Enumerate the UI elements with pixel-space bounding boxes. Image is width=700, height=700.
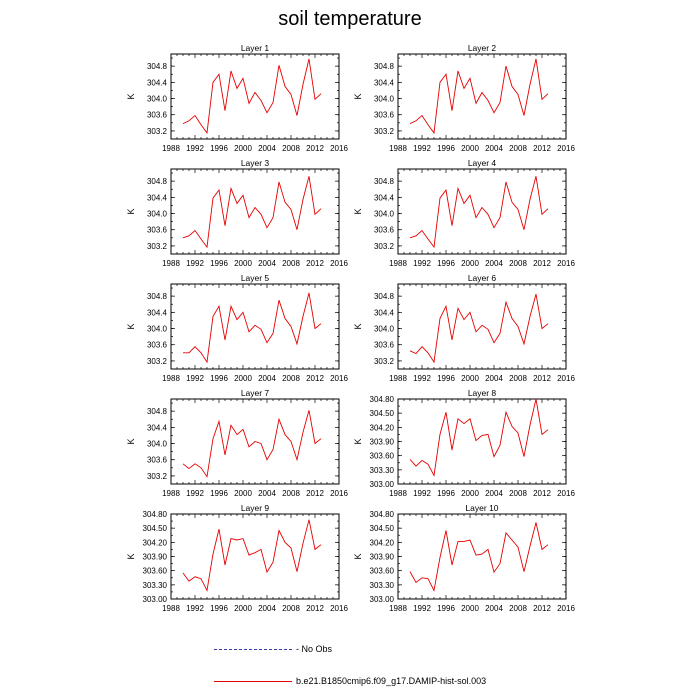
- y-tick-label: 303.00: [369, 480, 394, 489]
- y-axis-label: K: [126, 93, 136, 100]
- y-tick-label: 304.4: [373, 308, 394, 318]
- y-tick-label: 304.4: [146, 423, 167, 433]
- x-tick-label: 2000: [234, 144, 252, 153]
- y-tick-label: 303.60: [369, 566, 394, 576]
- x-tick-label: 1992: [186, 489, 204, 498]
- x-tick-label: 2012: [533, 144, 551, 153]
- series-line: [410, 59, 548, 133]
- y-tick-label: 304.8: [146, 292, 167, 302]
- x-tick-label: 2000: [461, 374, 479, 383]
- x-tick-label: 1992: [413, 144, 431, 153]
- series-line: [410, 176, 548, 247]
- x-tick-label: 2000: [234, 374, 252, 383]
- plot-frame: [398, 399, 566, 484]
- x-tick-label: 1996: [210, 374, 228, 383]
- x-tick-label: 1988: [162, 374, 180, 383]
- x-tick-label: 2012: [306, 259, 324, 268]
- x-tick-label: 2000: [234, 259, 252, 268]
- x-tick-label: 1996: [437, 374, 455, 383]
- y-tick-label: 304.8: [146, 407, 167, 417]
- x-tick-label: 1992: [186, 259, 204, 268]
- y-tick-label: 303.2: [373, 241, 394, 251]
- x-tick-label: 1988: [162, 489, 180, 498]
- y-tick-label: 303.6: [146, 455, 167, 465]
- x-tick-label: 1996: [210, 604, 228, 613]
- x-tick-label: 2000: [461, 259, 479, 268]
- y-axis-label: K: [126, 208, 136, 215]
- y-tick-label: 303.2: [146, 356, 167, 366]
- x-tick-label: 2016: [557, 604, 575, 613]
- chart-panel-4: [353, 158, 575, 268]
- x-tick-label: 1996: [210, 489, 228, 498]
- x-tick-label: 2008: [509, 144, 527, 153]
- series-line: [183, 410, 321, 476]
- y-tick-label: 304.8: [146, 62, 167, 72]
- x-tick-label: 2004: [485, 604, 503, 613]
- x-tick-label: 2016: [557, 144, 575, 153]
- x-tick-label: 1996: [437, 259, 455, 268]
- x-tick-label: 1988: [389, 489, 407, 498]
- y-axis-label: K: [126, 438, 136, 445]
- x-tick-label: 2004: [258, 144, 276, 153]
- y-tick-label: 304.80: [369, 395, 394, 404]
- y-axis-label: K: [126, 323, 136, 330]
- x-tick-label: 2012: [533, 604, 551, 613]
- y-tick-label: 304.80: [369, 510, 394, 519]
- plot-frame: [171, 54, 339, 139]
- panel-title: Layer 5: [240, 273, 270, 283]
- x-tick-label: 2008: [282, 259, 300, 268]
- x-tick-label: 1992: [413, 489, 431, 498]
- x-tick-label: 2004: [485, 374, 503, 383]
- panel-title: Layer 3: [240, 158, 270, 168]
- x-tick-label: 2016: [330, 259, 348, 268]
- y-tick-label: 303.90: [369, 552, 394, 562]
- x-tick-label: 1988: [389, 604, 407, 613]
- y-tick-label: 304.0: [146, 209, 167, 219]
- y-tick-label: 303.00: [142, 595, 167, 604]
- chart-panel-7: [126, 388, 348, 498]
- plot-frame: [171, 284, 339, 369]
- y-tick-label: 304.4: [146, 193, 167, 203]
- x-tick-label: 2000: [461, 604, 479, 613]
- series-line: [183, 520, 321, 591]
- y-tick-label: 303.30: [369, 580, 394, 590]
- x-tick-label: 1988: [389, 259, 407, 268]
- chart-panel-9: [126, 503, 348, 613]
- x-tick-label: 2016: [557, 374, 575, 383]
- x-tick-label: 1988: [389, 374, 407, 383]
- x-tick-label: 2008: [509, 374, 527, 383]
- x-tick-label: 1996: [437, 604, 455, 613]
- y-tick-label: 303.6: [373, 225, 394, 235]
- y-tick-label: 303.2: [373, 126, 394, 136]
- y-tick-label: 303.6: [146, 110, 167, 120]
- y-axis-label: K: [353, 323, 363, 330]
- x-tick-label: 2008: [282, 489, 300, 498]
- x-tick-label: 2016: [557, 489, 575, 498]
- x-tick-label: 1988: [162, 144, 180, 153]
- panel-title: Layer 9: [240, 503, 270, 513]
- chart-panel-8: [353, 388, 575, 498]
- x-tick-label: 2012: [533, 374, 551, 383]
- plot-frame: [398, 54, 566, 139]
- plot-frame: [398, 514, 566, 599]
- y-tick-label: 303.2: [373, 356, 394, 366]
- y-axis-label: K: [353, 93, 363, 100]
- y-axis-label: K: [353, 438, 363, 445]
- y-tick-label: 304.20: [369, 423, 394, 433]
- y-tick-label: 303.6: [373, 110, 394, 120]
- x-tick-label: 2008: [509, 604, 527, 613]
- x-tick-label: 1996: [210, 144, 228, 153]
- x-tick-label: 1996: [437, 489, 455, 498]
- x-tick-label: 2012: [306, 489, 324, 498]
- y-tick-label: 303.60: [142, 566, 167, 576]
- x-tick-label: 2016: [330, 489, 348, 498]
- panel-title: Layer 6: [467, 273, 497, 283]
- x-tick-label: 2004: [258, 259, 276, 268]
- series-line: [183, 293, 321, 362]
- chart-panel-6: [353, 273, 575, 383]
- x-tick-label: 2012: [306, 604, 324, 613]
- x-tick-label: 2000: [461, 144, 479, 153]
- x-tick-label: 2016: [557, 259, 575, 268]
- y-tick-label: 304.0: [146, 324, 167, 334]
- x-tick-label: 2004: [485, 489, 503, 498]
- x-tick-label: 2000: [461, 489, 479, 498]
- figure-title: soil temperature: [278, 8, 422, 30]
- x-tick-label: 1992: [186, 144, 204, 153]
- y-axis-label: K: [353, 208, 363, 215]
- y-tick-label: 304.0: [146, 94, 167, 104]
- y-tick-label: 303.90: [142, 552, 167, 562]
- y-tick-label: 303.30: [142, 580, 167, 590]
- y-tick-label: 304.4: [146, 78, 167, 88]
- x-tick-label: 2012: [306, 144, 324, 153]
- y-tick-label: 303.30: [369, 465, 394, 475]
- x-tick-label: 1996: [437, 144, 455, 153]
- plot-frame: [398, 284, 566, 369]
- panel-title: Layer 7: [240, 388, 270, 398]
- x-tick-label: 1992: [186, 604, 204, 613]
- plot-frame: [171, 514, 339, 599]
- y-tick-label: 303.60: [369, 451, 394, 461]
- y-tick-label: 304.8: [146, 177, 167, 187]
- x-tick-label: 2008: [509, 259, 527, 268]
- x-tick-label: 1996: [210, 259, 228, 268]
- x-tick-label: 1992: [186, 374, 204, 383]
- y-axis-label: K: [126, 553, 136, 560]
- y-tick-label: 303.6: [146, 225, 167, 235]
- y-tick-label: 304.80: [142, 510, 167, 519]
- y-tick-label: 304.50: [142, 524, 167, 534]
- y-tick-label: 304.0: [373, 324, 394, 334]
- x-tick-label: 2000: [234, 489, 252, 498]
- y-tick-label: 304.4: [373, 193, 394, 203]
- chart-panel-5: [126, 273, 348, 383]
- panel-title: Layer 1: [240, 43, 270, 53]
- y-tick-label: 304.4: [373, 78, 394, 88]
- x-tick-label: 2008: [282, 374, 300, 383]
- series-line: [410, 399, 548, 476]
- x-tick-label: 2004: [258, 604, 276, 613]
- y-tick-label: 303.2: [146, 126, 167, 136]
- legend-obs-label: - No Obs: [296, 644, 333, 654]
- x-tick-label: 1988: [162, 604, 180, 613]
- x-tick-label: 2004: [485, 144, 503, 153]
- panel-title: Layer 4: [467, 158, 497, 168]
- series-line: [183, 176, 321, 247]
- chart-panel-3: [126, 158, 348, 268]
- panel-title: Layer 8: [467, 388, 497, 398]
- y-tick-label: 304.8: [373, 62, 394, 72]
- x-tick-label: 2004: [485, 259, 503, 268]
- series-line: [410, 294, 548, 362]
- plot-frame: [398, 169, 566, 254]
- x-tick-label: 2004: [258, 374, 276, 383]
- x-tick-label: 2008: [282, 604, 300, 613]
- x-tick-label: 2008: [509, 489, 527, 498]
- x-tick-label: 1988: [389, 144, 407, 153]
- x-tick-label: 1992: [413, 259, 431, 268]
- x-tick-label: 2016: [330, 144, 348, 153]
- legend-obs-line: [214, 649, 292, 650]
- y-tick-label: 304.20: [142, 538, 167, 548]
- y-tick-label: 303.00: [369, 595, 394, 604]
- chart-panel-10: [353, 503, 575, 613]
- legend-model-line: [214, 681, 292, 682]
- y-tick-label: 304.0: [373, 94, 394, 104]
- y-tick-label: 303.2: [146, 471, 167, 481]
- y-tick-label: 304.0: [146, 439, 167, 449]
- y-tick-label: 304.4: [146, 308, 167, 318]
- y-tick-label: 304.20: [369, 538, 394, 548]
- x-tick-label: 2012: [533, 259, 551, 268]
- x-tick-label: 2012: [306, 374, 324, 383]
- x-tick-label: 2004: [258, 489, 276, 498]
- x-tick-label: 2008: [282, 144, 300, 153]
- y-tick-label: 304.8: [373, 292, 394, 302]
- y-tick-label: 303.6: [146, 340, 167, 350]
- y-tick-label: 304.50: [369, 409, 394, 419]
- x-tick-label: 2016: [330, 374, 348, 383]
- y-axis-label: K: [353, 553, 363, 560]
- x-tick-label: 1992: [413, 374, 431, 383]
- panel-title: Layer 10: [465, 503, 499, 513]
- plot-frame: [171, 169, 339, 254]
- y-tick-label: 304.50: [369, 524, 394, 534]
- x-tick-label: 1992: [413, 604, 431, 613]
- x-tick-label: 2012: [533, 489, 551, 498]
- y-tick-label: 304.8: [373, 177, 394, 187]
- legend-model-label: b.e21.B1850cmip6.f09_g17.DAMIP-hist-sol.003: [296, 676, 487, 686]
- panel-title: Layer 2: [467, 43, 497, 53]
- series-line: [410, 523, 548, 591]
- x-tick-label: 2016: [330, 604, 348, 613]
- x-tick-label: 2000: [234, 604, 252, 613]
- y-tick-label: 303.6: [373, 340, 394, 350]
- chart-panel-1: [126, 43, 348, 153]
- x-tick-label: 1988: [162, 259, 180, 268]
- y-tick-label: 303.90: [369, 437, 394, 447]
- series-line: [183, 59, 321, 133]
- chart-panel-2: [353, 43, 575, 153]
- y-tick-label: 303.2: [146, 241, 167, 251]
- y-tick-label: 304.0: [373, 209, 394, 219]
